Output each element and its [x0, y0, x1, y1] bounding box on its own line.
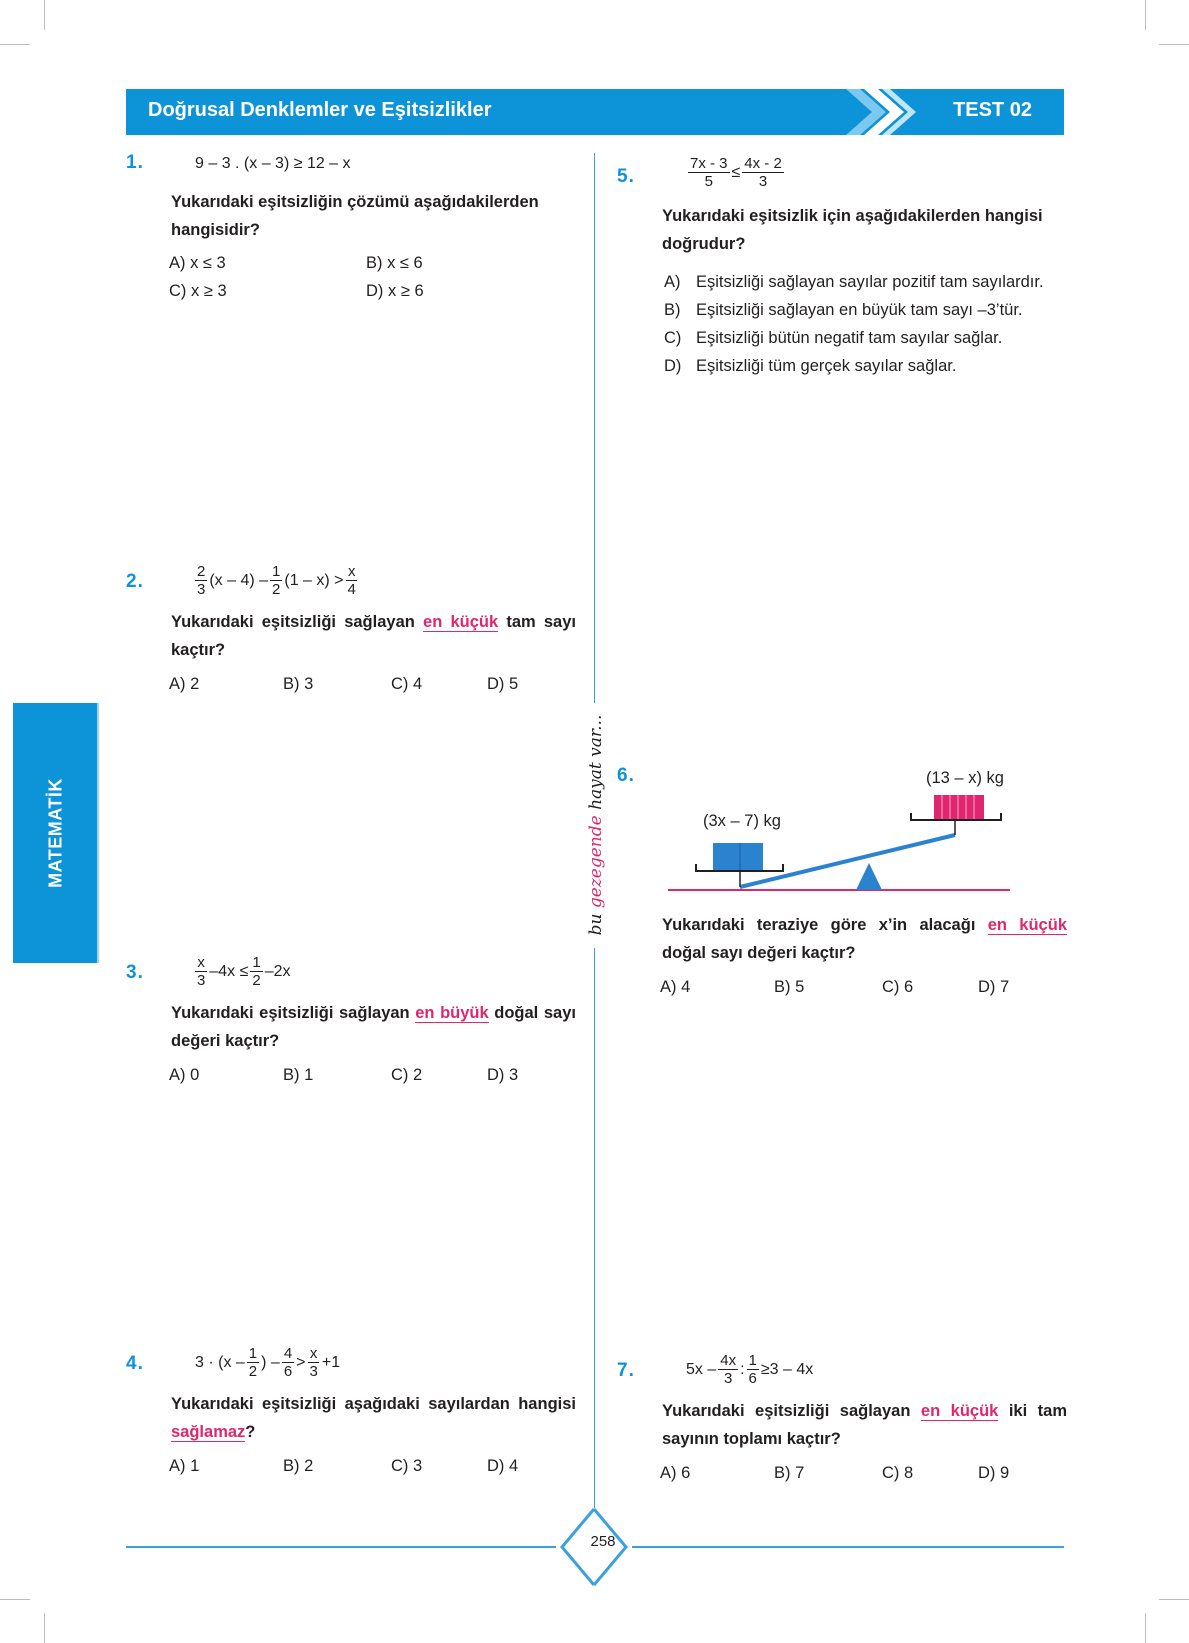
q6-option-a[interactable]: A) 4: [660, 978, 691, 996]
header-bar: [126, 89, 1064, 135]
q2-option-d[interactable]: D) 5: [487, 675, 519, 693]
denominator: 2: [252, 972, 261, 989]
denominator: 3: [758, 173, 768, 190]
crop-mark: [1159, 1599, 1189, 1600]
numerator: x: [309, 1345, 318, 1362]
option-label: C): [664, 329, 682, 347]
column-divider: [594, 948, 595, 1508]
q1-expression: 9 – 3 . (x – 3) ≥ 12 – x: [195, 155, 351, 172]
q7-option-c[interactable]: C) 8: [882, 1464, 914, 1482]
crop-mark: [1145, 1613, 1146, 1643]
q2-option-b[interactable]: B) 3: [283, 675, 314, 693]
q1-option-b[interactable]: B) x ≤ 6: [366, 254, 423, 272]
expression-text: ≤: [731, 163, 741, 181]
q2-option-a[interactable]: A) 2: [169, 675, 200, 693]
q4-expression: [195, 1345, 340, 1380]
expression-text: >: [296, 1353, 306, 1371]
expression-text: 3 · (x –: [195, 1353, 245, 1371]
question-number: 7.: [617, 1360, 635, 1381]
numerator: 4x - 2: [744, 155, 782, 172]
denominator: 6: [283, 1363, 293, 1380]
q5-stem: Yukarıdaki eşitsizlik için aşağıdakilerden hangisi doğrudur?: [662, 207, 1043, 253]
seesaw-beam: [740, 835, 955, 887]
denominator: 2: [248, 1363, 258, 1380]
question-number: 4.: [126, 1353, 144, 1374]
highlight: en büyük: [415, 1004, 489, 1022]
numerator: 1: [252, 954, 261, 971]
q1-option-a[interactable]: A) x ≤ 3: [169, 254, 226, 272]
q6-option-d[interactable]: D) 7: [978, 978, 1010, 996]
highlight: sağlamaz: [171, 1423, 246, 1441]
numerator: 4: [283, 1345, 293, 1362]
crop-mark: [0, 1599, 30, 1600]
stem-text: Yukarıdaki eşitsizliği sağlayan: [662, 1402, 911, 1420]
expression-text: +1: [321, 1353, 341, 1371]
q5-option-c[interactable]: [664, 324, 1074, 352]
question-number: 3.: [126, 962, 144, 983]
crop-mark: [0, 44, 30, 45]
crop-mark: [1145, 0, 1146, 30]
q1-stem: Yukarıdaki eşitsizliğin çözümü aşağıdakilerden hangisidir?: [171, 193, 539, 239]
stem-text: doğal sayı değeri kaçtır?: [662, 944, 856, 962]
q7-option-d[interactable]: D) 9: [978, 1464, 1010, 1482]
denominator: 3: [724, 1370, 733, 1387]
q7-option-b[interactable]: B) 7: [774, 1464, 805, 1482]
denominator: 5: [704, 173, 713, 190]
numerator: 2: [197, 563, 206, 580]
q6-stem: [662, 911, 1067, 967]
stem-text: ?: [245, 1423, 256, 1441]
motto-part: bu: [586, 908, 606, 936]
stem-text: doğal sayı değeri kaçtır?: [171, 1004, 576, 1050]
fraction: [270, 563, 282, 598]
q4-option-a[interactable]: A) 1: [169, 1457, 200, 1475]
q2-stem: [171, 608, 576, 664]
q5-options: [664, 268, 1074, 380]
fraction: [747, 1352, 759, 1387]
expression-text: (1 – x) >: [284, 571, 344, 589]
q6-option-b[interactable]: B) 5: [774, 978, 805, 996]
fraction: [688, 155, 730, 190]
option-text: Eşitsizliği sağlayan sayılar pozitif tam sayılardır.: [696, 273, 1044, 291]
crop-mark: [1159, 44, 1189, 45]
side-tab-edge: [97, 703, 99, 963]
subject-label: MATEMATİK: [45, 778, 66, 888]
denominator: 3: [197, 581, 206, 598]
blue-weight: [713, 843, 763, 871]
numerator: 1: [748, 1352, 757, 1369]
q3-option-c[interactable]: C) 2: [391, 1066, 423, 1084]
q3-expression: [193, 954, 291, 989]
fraction: [247, 1345, 259, 1380]
expression-text: ≥3 – 4x: [760, 1360, 814, 1378]
option-label: D): [664, 357, 682, 375]
denominator: 3: [309, 1363, 318, 1380]
highlight: en küçük: [920, 1402, 999, 1420]
test-label: TEST 02: [953, 99, 1032, 121]
q5-option-d[interactable]: [664, 352, 1074, 380]
q3-stem: [171, 999, 576, 1055]
question-number: 1.: [126, 152, 144, 173]
option-text: Eşitsizliği tüm gerçek sayılar sağlar.: [696, 357, 957, 375]
question-number: 2.: [126, 571, 144, 592]
chevron-arrows-icon: [846, 89, 916, 135]
q5-option-b[interactable]: [664, 296, 1074, 324]
stem-text: iki tam sayının toplamı kaçtır?: [662, 1402, 1067, 1448]
q1-option-d[interactable]: D) x ≥ 6: [366, 282, 424, 300]
q3-option-a[interactable]: A) 0: [169, 1066, 200, 1084]
question-number: 6.: [617, 765, 635, 786]
q6-right-label: (13 – x) kg: [926, 769, 1004, 787]
footer-line: [632, 1546, 1064, 1548]
q2-expression: [193, 563, 360, 598]
q7-expression: [686, 1352, 813, 1387]
numerator: 4x: [720, 1352, 737, 1369]
fraction: [282, 1345, 294, 1380]
fulcrum: [856, 863, 882, 890]
expression-text: –2x: [264, 962, 291, 980]
q5-expression: [686, 155, 786, 190]
numerator: 1: [272, 563, 281, 580]
numerator: 7x - 3: [690, 155, 728, 172]
stem-text: Yukarıdaki teraziye göre x’in alacağı: [662, 916, 976, 934]
expression-text: :: [740, 1360, 745, 1378]
question-number: 5.: [617, 166, 635, 187]
option-label: A): [664, 273, 681, 291]
denominator: 3: [197, 972, 206, 989]
stem-text: Yukarıdaki eşitsizliği sağlayan: [171, 1004, 410, 1022]
fraction: [308, 1345, 320, 1380]
side-tab: [13, 703, 99, 963]
numerator: x: [347, 563, 356, 580]
motto-part: hayat var...: [586, 714, 606, 816]
denominator: 2: [272, 581, 281, 598]
q4-option-d[interactable]: D) 4: [487, 1457, 519, 1475]
crop-mark: [44, 0, 45, 30]
q1-option-c[interactable]: C) x ≥ 3: [169, 282, 227, 300]
fraction: [195, 954, 207, 989]
q4-stem: [171, 1390, 576, 1446]
expression-text: –4x ≤: [209, 962, 249, 980]
q3-option-d[interactable]: D) 3: [487, 1066, 519, 1084]
fraction: [250, 954, 262, 989]
option-text: Eşitsizliği sağlayan en büyük tam sayı –3’tür.: [696, 301, 1023, 319]
q2-option-c[interactable]: C) 4: [391, 675, 423, 693]
highlight: en küçük: [987, 916, 1067, 934]
q4-option-c[interactable]: C) 3: [391, 1457, 423, 1475]
numerator: 1: [248, 1345, 258, 1362]
denominator: 4: [347, 581, 356, 598]
fraction: [346, 563, 358, 598]
motto: [586, 715, 606, 936]
q7-stem: [662, 1397, 1067, 1453]
expression-text: (x – 4) –: [209, 571, 269, 589]
column-divider: [594, 153, 595, 703]
option-text: Eşitsizliği bütün negatif tam sayılar sağlar.: [696, 329, 1003, 347]
page-title: Doğrusal Denklemler ve Eşitsizlikler: [148, 99, 492, 121]
option-label: B): [664, 301, 681, 319]
q7-option-a[interactable]: A) 6: [660, 1464, 691, 1482]
footer-line: [126, 1546, 556, 1548]
stem-text: Yukarıdaki eşitsizliği sağlayan: [171, 613, 415, 631]
q6-left-label: (3x – 7) kg: [703, 812, 781, 830]
motto-part: gezegende: [586, 815, 606, 909]
page-number: 258: [590, 1533, 616, 1550]
q6-option-c[interactable]: C) 6: [882, 978, 914, 996]
q5-option-a[interactable]: [664, 268, 1074, 296]
fraction: [718, 1352, 738, 1387]
fraction: [742, 155, 784, 190]
denominator: 6: [748, 1370, 757, 1387]
numerator: x: [197, 954, 205, 971]
expression-text: ) –: [261, 1353, 280, 1371]
highlight: en küçük: [423, 613, 499, 631]
q4-option-b[interactable]: B) 2: [283, 1457, 314, 1475]
q3-option-b[interactable]: B) 1: [283, 1066, 314, 1084]
stem-text: tam sayı kaçtır?: [171, 613, 576, 659]
crop-mark: [44, 1613, 45, 1643]
stem-text: Yukarıdaki eşitsizliği aşağıdaki sayılardan hangisi: [171, 1395, 576, 1413]
expression-text: 5x –: [686, 1360, 717, 1378]
fraction: [195, 563, 207, 598]
